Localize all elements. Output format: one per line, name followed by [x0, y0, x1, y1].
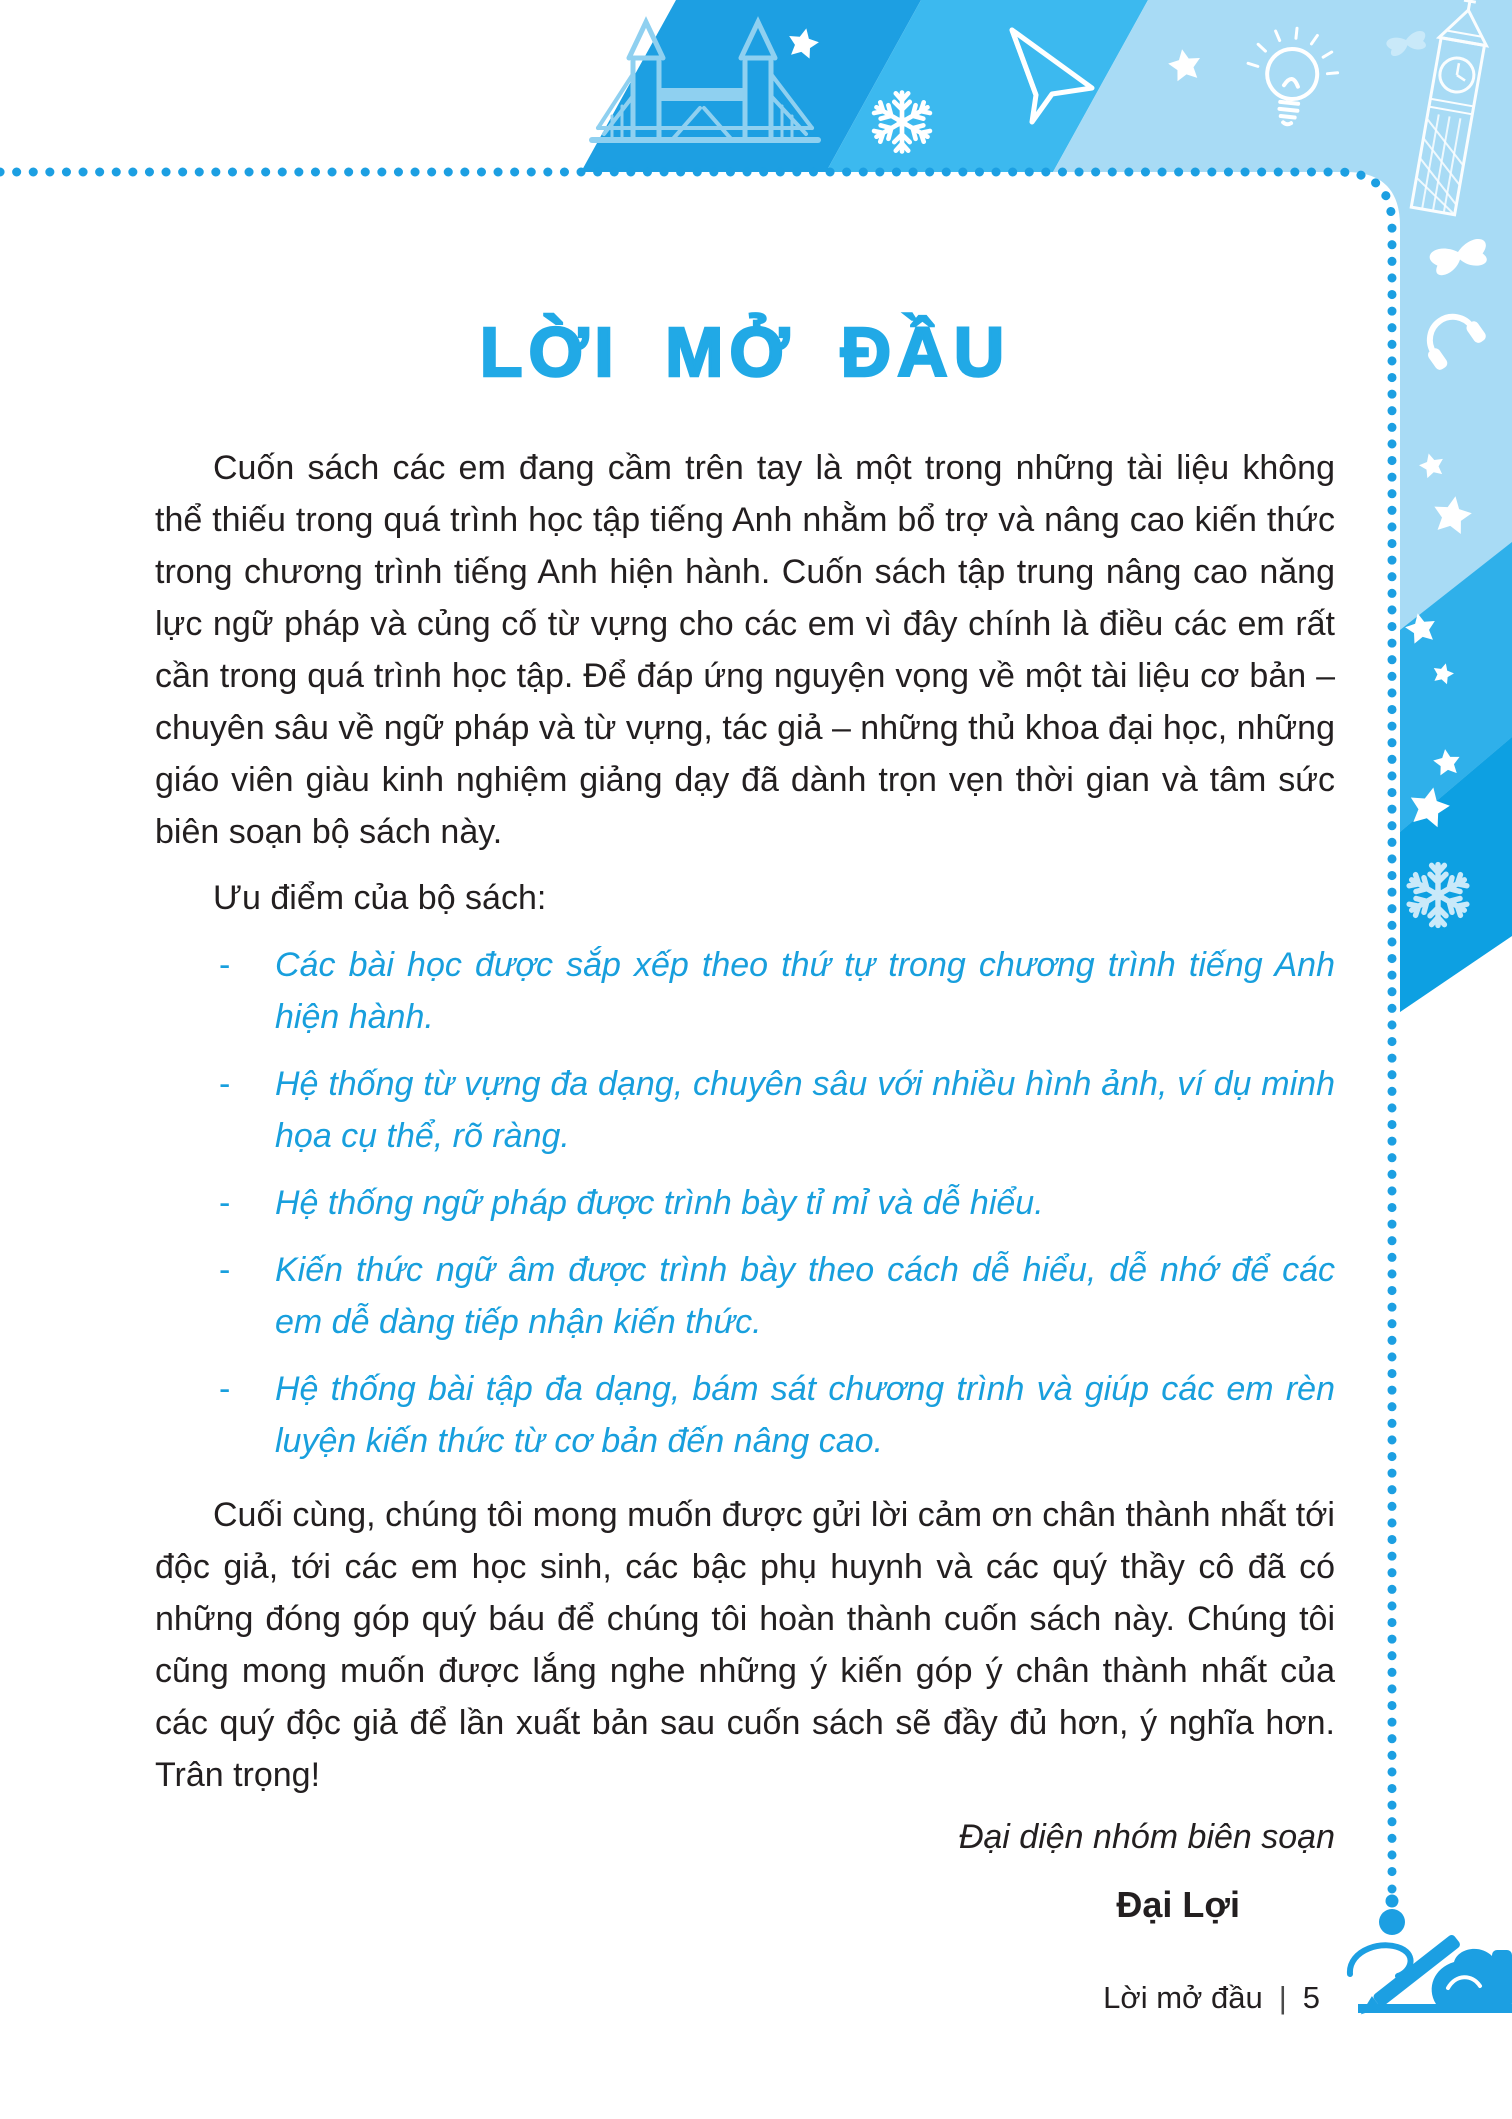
- page-footer: [1103, 1978, 1320, 2018]
- feature-item: [155, 1363, 1335, 1467]
- feature-item: [155, 1177, 1335, 1229]
- feature-item: [155, 939, 1335, 1043]
- footer-page-number: 5: [1302, 1980, 1320, 2015]
- feature-list: [155, 939, 1335, 1467]
- feature-text: Hệ thống ngữ pháp được trình bày tỉ mỉ và dễ hiểu.: [275, 1184, 1044, 1222]
- lead-in-line: Ưu điểm của bộ sách:: [213, 879, 547, 917]
- footer-separator: |: [1278, 1980, 1287, 2015]
- page-title: LỜI MỞ ĐẦU: [479, 313, 1011, 391]
- feature-item: [155, 1058, 1335, 1162]
- writing-hand-icon: [1350, 1933, 1512, 2020]
- feature-text: Các bài học được sắp xếp theo thứ tự trong chương trình tiếng Anh hiện hành.: [275, 946, 1335, 1036]
- bullet-dash: -: [219, 1370, 231, 1408]
- bullet-dash: -: [219, 946, 231, 984]
- feature-text: Kiến thức ngữ âm được trình bày theo cách dễ hiểu, dễ nhớ để các em dễ dàng tiếp nhận kiến thức.: [275, 1251, 1335, 1341]
- page-content: [155, 296, 1335, 1931]
- feature-text: Hệ thống bài tập đa dạng, bám sát chương trình và giúp các em rèn luyện kiến thức từ cơ bản đến nâng cao.: [275, 1370, 1335, 1460]
- signature-name: Đại Lợi: [1116, 1884, 1240, 1925]
- footer-section-label: Lời mở đầu: [1103, 1980, 1263, 2015]
- bullet-dash: -: [219, 1184, 231, 1222]
- feature-text: Hệ thống từ vựng đa dạng, chuyên sâu với nhiều hình ảnh, ví dụ minh họa cụ thể, rõ ràng.: [275, 1065, 1335, 1155]
- intro-paragraph: Cuốn sách các em đang cầm trên tay là một trong những tài liệu không thể thiếu trong quá trình học tập tiếng Anh nhằm bổ trợ và nâng cao kiến thức trong chương trình tiếng Anh hiện hành. Cuốn sách tập trung nâng cao năng lực ngữ pháp và củng cố từ vựng cho các em vì đây chính là điều các em rất cần trong quá trình học tập. Để đáp ứng nguyện vọng về một tài liệu cơ bản – chuyên sâu về ngữ pháp và từ vựng, tác giả – những thủ khoa đại học, những giáo viên giàu kinh nghiệm giảng dạy đã dành trọn vẹn thời gian và tâm sức biên soạn bộ sách này.: [155, 449, 1335, 851]
- closing-paragraph: Cuối cùng, chúng tôi mong muốn được gửi lời cảm ơn chân thành nhất tới độc giả, tới các em học sinh, các bậc phụ huynh và các quý thầy cô đã có những đóng góp quý báu để chúng tôi hoàn thành cuốn sách này. Chúng tôi cũng mong muốn được lắng nghe những ý kiến góp ý chân thành nhất của các quý độc giả để lần xuất bản sau cuốn sách sẽ đầy đủ hơn, ý nghĩa hơn. Trân trọng!: [155, 1496, 1335, 1794]
- signature-role: Đại diện nhóm biên soạn: [958, 1818, 1335, 1856]
- bullet-dash: -: [219, 1251, 231, 1289]
- bullet-dash: -: [219, 1065, 231, 1103]
- feature-item: [155, 1244, 1335, 1348]
